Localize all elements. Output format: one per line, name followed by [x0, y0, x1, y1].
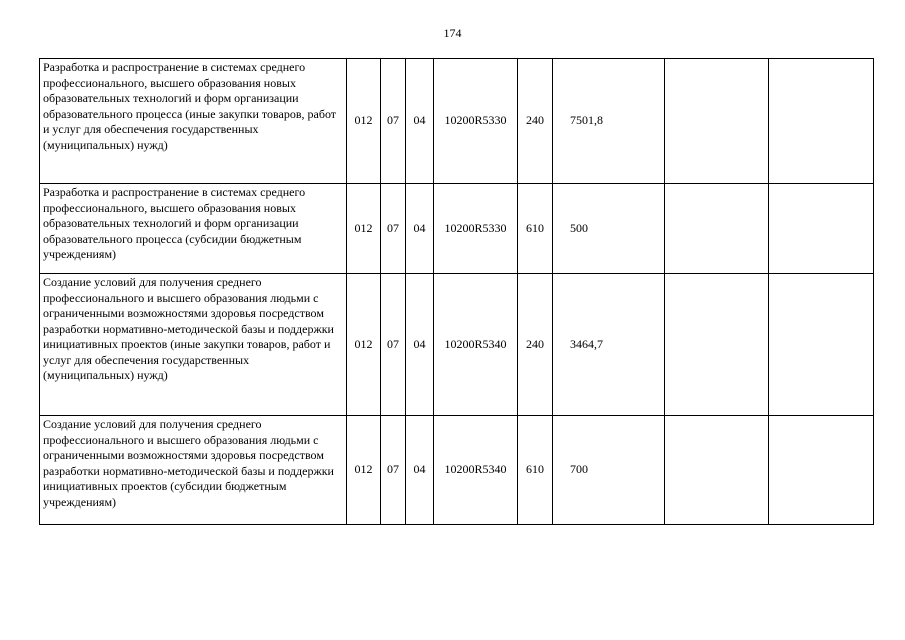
amount: 500: [553, 184, 665, 274]
budget-table: [39, 58, 874, 525]
extra-cell-2: [769, 59, 874, 184]
subsection-code: 04: [406, 184, 434, 274]
section-code: 07: [381, 59, 406, 184]
ministry-code: 012: [347, 59, 381, 184]
ministry-code: 012: [347, 416, 381, 525]
table-row: [40, 416, 874, 525]
subsection-code: 04: [406, 416, 434, 525]
table-row: [40, 184, 874, 274]
amount: 7501,8: [553, 59, 665, 184]
table-row: [40, 59, 874, 184]
extra-cell-1: [665, 274, 769, 416]
ministry-code: 012: [347, 184, 381, 274]
extra-cell-2: [769, 416, 874, 525]
extra-cell-1: [665, 184, 769, 274]
table-row: [40, 274, 874, 416]
row-description: Создание условий для получения среднего профессионального и высшего образования людьми с ограниченными возможностями здоровья посредством разработки нормативно-методической базы и поддержки инициативных проектов (иные закупки товаров, работ и услуг для обеспечения государственных (муниципальных) нужд): [40, 274, 347, 416]
row-description: Создание условий для получения среднего профессионального и высшего образования людьми с ограниченными возможностями здоровья посредством разработки нормативно-методической базы и поддержки инициативных проектов (субсидии бюджетным учреждениям): [40, 416, 347, 525]
target-article-code: 10200R5340: [434, 274, 518, 416]
target-article-code: 10200R5340: [434, 416, 518, 525]
section-code: 07: [381, 274, 406, 416]
page-number: 174: [443, 26, 462, 40]
amount: 3464,7: [553, 274, 665, 416]
section-code: 07: [381, 184, 406, 274]
row-description: Разработка и распространение в системах среднего профессионального, высшего образования новых образовательных технологий и форм организации образовательного процесса (иные закупки товаров, работ и услуг для обеспечения государственных (муниципальных) нужд): [40, 59, 347, 184]
subsection-code: 04: [406, 59, 434, 184]
expense-type-code: 240: [518, 274, 553, 416]
extra-cell-2: [769, 184, 874, 274]
row-description: Разработка и распространение в системах среднего профессионального, высшего образования новых образовательных технологий и форм организации образовательного процесса (субсидии бюджетным учреждениям): [40, 184, 347, 274]
target-article-code: 10200R5330: [434, 184, 518, 274]
subsection-code: 04: [406, 274, 434, 416]
expense-type-code: 610: [518, 416, 553, 525]
amount: 700: [553, 416, 665, 525]
ministry-code: 012: [347, 274, 381, 416]
extra-cell-1: [665, 416, 769, 525]
extra-cell-2: [769, 274, 874, 416]
expense-type-code: 240: [518, 59, 553, 184]
target-article-code: 10200R5330: [434, 59, 518, 184]
section-code: 07: [381, 416, 406, 525]
extra-cell-1: [665, 59, 769, 184]
expense-type-code: 610: [518, 184, 553, 274]
